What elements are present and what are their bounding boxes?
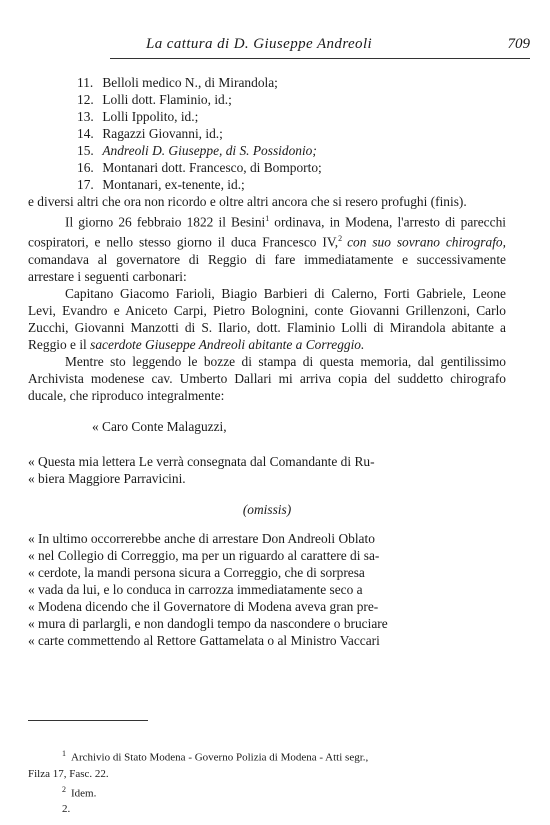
quote-line: « Questa mia lettera Le verrà consegnata dal Comandante di Ru- [28,453,375,469]
paragraph-arrest-order: Il giorno 26 febbraio 1822 il Besini$^1$ ordinava, in Modena, l'arresto di parecchi cospiratori, e nello stesso giorno il duca Francesco IV,$^2$ con suo sovrano chirografo, comandava al governatore di Reggio di fare immediatamente e successivamente arrestare i seguenti carbonari: [28,214,506,284]
footnote-1: $^1$ Archivio di Stato Modena - Governo Polizia di Modena - Atti segr., [62,749,369,764]
quote-line: « nel Collegio di Correggio, ma per un riguardo al carattere di sa- [28,547,380,563]
footnote-ref[interactable]: 2 [338,234,343,244]
quote-block [28,530,506,649]
list-item: 11. Belloli medico N., di Mirandola; [77,75,278,90]
list-item: 12. Lolli dott. Flaminio, id.; [77,92,232,107]
header-rule [110,58,530,59]
footnote-1-continuation: Filza 17, Fasc. 22. [28,767,109,780]
body-text [28,74,506,649]
running-header [110,36,530,58]
paragraph-archivist: Mentre sto leggendo le bozze di stampa di questa memoria, dal gentilissimo Archivista modenese cav. Umberto Dallari mi arriva copia del suddetto chirografo ducale, che riproduco integralmente: [28,353,506,403]
footnote-ref[interactable]: 1 [265,214,270,223]
list-item: 13. Lolli Ippolito, id.; [77,109,199,124]
quote-line: « Modena dicendo che il Governatore di Modena aveva gran pre- [28,598,379,614]
list-item: 17. Montanari, ex-tenente, id.; [77,177,245,192]
running-title: La cattura di D. Giuseppe Andreoli [146,36,373,52]
list-item: 16. Montanari dott. Francesco, di Bomporto; [77,160,322,175]
list-item: 14. Ragazzi Giovanni, id.; [77,126,223,141]
footnote-3: 2. [62,803,71,816]
footnote-rule [28,720,148,721]
quote-line: « mura di parlargli, e non dandogli tempo da nascondere o bruciare [28,615,388,631]
quote-line: « cerdote, la mandi persona sicura a Correggio, che di sorpresa [28,564,365,580]
paragraph-closing-list: e diversi altri che ora non ricordo e oltre altri ancora che si resero profughi (finis). [28,194,467,209]
quote-line: « vada da lui, e lo conduca in carrozza immediatamente seco a [28,581,363,597]
quote-line: « biera Maggiore Parravicini. [28,470,186,486]
omissis-marker: (omissis) [242,501,292,517]
quote-salutation: « Caro Conte Malaguzzi, [92,418,227,434]
quote-line: « In ultimo occorrerebbe anche di arrestare Don Andreoli Oblato [28,530,375,546]
footnotes [28,746,514,817]
list-item: 15. Andreoli D. Giuseppe, di S. Possidonio; [77,143,317,158]
quote-line: « carte commettendo al Rettore Gattamelata o al Ministro Vaccari [28,632,380,648]
page-number: 709 [507,36,530,52]
paragraph-carbonari: Capitano Giacomo Farioli, Biagio Barbieri di Calerno, Forti Gabriele, Leone Levi, Evandro e Aniceto Carpi, Pietro Bolognini, conte Giovanni Grillenzoni, Carlo Zucchi, Giovanni Manzotti di S. Ilario, dott. Flaminio Lolli di Mirandola abitante a Reggio e il sacerdote Giuseppe Andreoli abitante a Correggio. [28,285,506,352]
footnote-2: $^2$ Idem. [62,784,97,800]
conspirator-list [28,74,506,193]
